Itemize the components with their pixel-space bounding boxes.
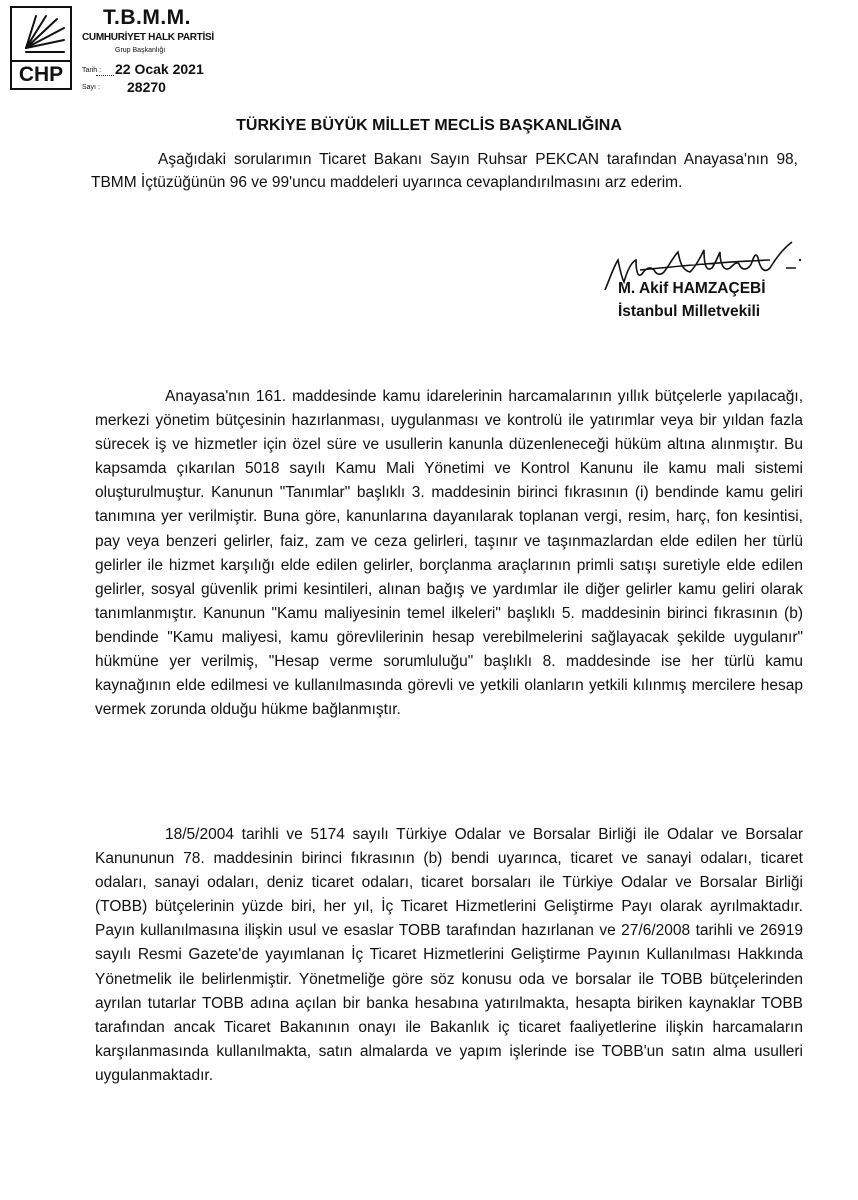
date-dots [96, 75, 114, 76]
date-label: Tarih : [82, 67, 102, 74]
signatory-title: İstanbul Milletvekili [618, 303, 761, 320]
document-title: TÜRKİYE BÜYÜK MİLLET MECLİS BAŞKANLIĞINA [236, 117, 622, 134]
body-paragraph: 18/5/2004 tarihli ve 5174 sayılı Türkiye Odalar ve Borsalar Birliği ile Odalar ve Borsalar Kanununun 78. maddesinin birinci fıkrasının (b) bendi uyarınca, ticaret ve sanayi odaları, ticaret odaları, sanayi odaları, deniz ticaret odaları, ticaret borsaları ile Türkiye Odalar ve Borsalar Birliği (TOBB) bütçelerinin yüzde biri, her yıl, İç Ticaret Hizmetlerini Geliştirme Payı olarak ayrılmaktadır. Payın kullanılmasına ilişkin usul ve esaslar TOBB tarafından hazırlanan ve 27/6/2008 tarihli ve 26919 sayılı Resmi Gazete'de yayımlanan İç Ticaret Hizmetlerini Geliştirme Payının Kullanılması Hakkında Yönetmelik ile belirlenmiştir. Yönetmeliğe göre söz konusu oda ve borsalar ile TOBB bütçelerinden ayrılan tutarlar TOBB adına açılan bir banka hesabına yatırılmakta, hesapta biriken kaynaklar TOBB tarafından ancak Ticaret Bakanının onayı ile Bakanlık iç ticaret faaliyetlerine ilişkin harcamaların karşılanmasında kullanılmakta, satın almalarda ve yapım işlerinde ise TOBB'un satın alma usulleri uygulanmaktadır. [95, 826, 803, 1084]
institution-name: T.B.M.M. [103, 6, 191, 29]
signatory-name: M. Akif HAMZAÇEBİ [618, 280, 766, 297]
number-value: 28270 [127, 79, 166, 95]
number-label: Sayı : [82, 84, 100, 91]
chp-logo [10, 6, 72, 90]
body-paragraph: Anayasa'nın 161. maddesinde kamu idarelerinin harcamalarının yıllık bütçelerle yapılacağı, merkezi yönetim bütçesinin hazırlanması, uygulanması ve kontrolü ile yatırımlar veya bir yıldan fazla sürecek iş ve hizmetler için özel süre ve usullerin kanunla düzenleneceği hüküm altına alınmıştır. Bu kapsamda çıkarılan 5018 sayılı Kamu Mali Yönetimi ve Kontrol Kanunu ile kamu mali sistemi oluşturulmuştur. Kanunun "Tanımlar" başlıklı 3. maddesinin birinci fıkrasının (i) bendinde kamu geliri tanımına yer verilmiştir. Buna göre, kanunlarına dayanılarak toplanan vergi, resim, harç, fon kesintisi, pay veya benzeri gelirler, faiz, zam ve ceza gelirleri, taşınır ve taşınmazlardan elde edilen her türlü gelirler ile hizmet karşılığı elde edilen gelirler, borçlanma araçlarının primli satışı suretiyle elde edilen gelirler, sosyal güvenlik primi kesintileri, alınan bağış ve yardımlar ile diğer gelirler kamu geliri olarak tanımlanmıştır. Kanunun "Kamu maliyesinin temel ilkeleri" başlıklı 5. maddesinin birinci fıkrasının (b) bendinde "Kamu maliyesi, kamu görevlilerinin hesap verebilmelerini sağlayacak şekilde uygulanır" hükmüne yer verilmiş, "Hesap verme sorumluluğu" başlıklı 8. maddesinde ise her türlü kamu kaynağının elde edilmesi ve kullanılmasında görevli ve yetkili olanların yetkili kılınmış mercilere hesap vermek zorunda olduğu hükme bağlanmıştır. [95, 388, 803, 719]
six-arrows-icon [12, 8, 70, 62]
intro-paragraph: Aşağıdaki sorularımın Ticaret Bakanı Sayın Ruhsar PEKCAN tarafından Anayasa'nın 98, TBMM İçtüzüğünün 96 ve 99'uncu maddeleri uyarınca cevaplandırılmasını arz ederim. [91, 151, 798, 191]
date-value: 22 Ocak 2021 [115, 61, 204, 77]
party-name: CUMHURİYET HALK PARTİSİ [82, 32, 214, 43]
department-name: Grup Başkanlığı [115, 47, 166, 54]
logo-text: CHP [18, 62, 64, 86]
